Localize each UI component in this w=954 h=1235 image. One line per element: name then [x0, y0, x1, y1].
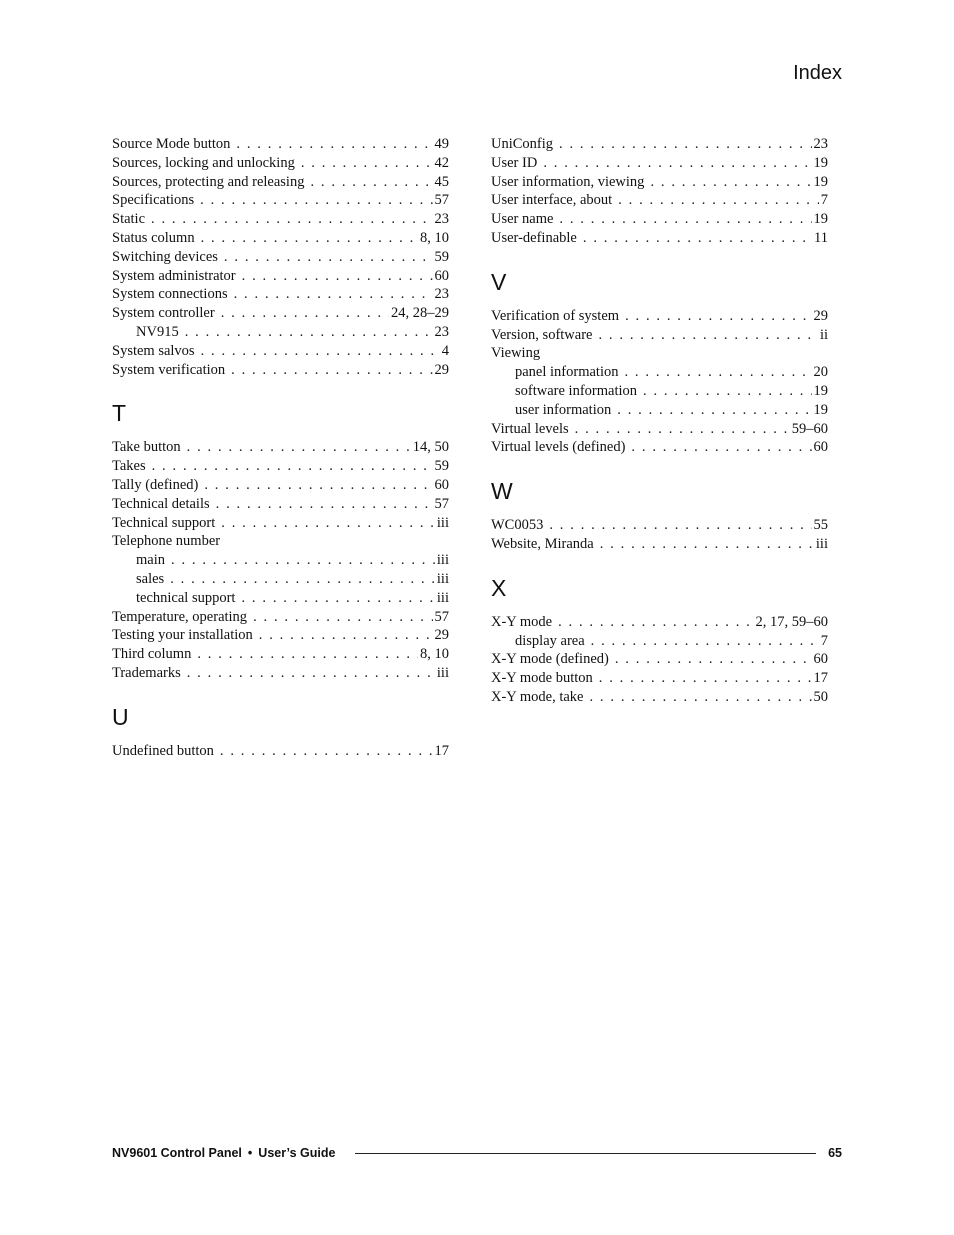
dot-leader	[600, 535, 814, 554]
index-page-ref: 59	[434, 248, 449, 265]
index-entry	[112, 285, 449, 304]
index-entry	[112, 626, 449, 645]
footer-separator: •	[247, 1146, 253, 1160]
index-term: Virtual levels (defined)	[491, 439, 626, 456]
index-term: Sources, locking and unlocking	[112, 154, 295, 171]
index-page-ref: 29	[434, 627, 449, 644]
index-entry	[112, 342, 449, 361]
index-term: System salvos	[112, 342, 195, 359]
index-subentry	[112, 589, 449, 608]
dot-leader	[549, 516, 811, 535]
index-entry	[491, 344, 828, 363]
footer-product: NV9601 Control Panel	[112, 1146, 242, 1160]
dot-leader	[204, 476, 432, 495]
index-entry	[491, 154, 828, 173]
footer-doc-title: User’s Guide	[258, 1146, 336, 1160]
index-entry	[112, 438, 449, 457]
index-subentry	[491, 363, 828, 382]
index-column-left	[112, 135, 449, 761]
index-term: Status column	[112, 229, 195, 246]
index-entry	[112, 495, 449, 514]
index-term: Virtual levels	[491, 420, 569, 437]
index-entry	[112, 267, 449, 286]
index-entry	[112, 608, 449, 627]
index-term: Static	[112, 211, 146, 228]
dot-leader	[201, 229, 418, 248]
dot-leader	[559, 210, 811, 229]
index-term: Technical support	[112, 514, 216, 531]
index-term: Third column	[112, 646, 192, 663]
dot-leader	[170, 570, 435, 589]
index-term: X-Y mode	[491, 613, 553, 630]
index-page-ref: 60	[434, 476, 449, 493]
index-page-ref: iii	[815, 535, 828, 552]
index-term: User-definable	[491, 229, 577, 246]
dot-leader	[543, 154, 811, 173]
dot-leader	[200, 191, 432, 210]
index-term: User name	[491, 211, 554, 228]
index-entry	[112, 457, 449, 476]
index-page-ref: 45	[434, 173, 449, 190]
index-term: System administrator	[112, 267, 236, 284]
index-entry	[112, 645, 449, 664]
index-page-ref: 60	[434, 267, 449, 284]
index-entry	[112, 135, 449, 154]
index-page-ref: iii	[436, 664, 449, 681]
index-term: User interface, about	[491, 192, 613, 209]
index-term: Take button	[112, 439, 181, 456]
index-term: Temperature, operating	[112, 608, 248, 625]
index-entry	[112, 476, 449, 495]
index-entry	[112, 210, 449, 229]
index-letter-heading: T	[112, 400, 127, 427]
index-term: software information	[515, 382, 638, 399]
dot-leader	[615, 650, 812, 669]
index-page-ref: 17	[434, 742, 449, 759]
index-page-ref: 19	[813, 382, 828, 399]
dot-leader	[650, 173, 811, 192]
index-page-ref: 23	[434, 323, 449, 340]
index-term: Specifications	[112, 192, 195, 209]
index-term: NV915	[136, 323, 179, 340]
index-page-ref: 19	[813, 401, 828, 418]
index-entry	[491, 420, 828, 439]
index-subentry	[112, 323, 449, 342]
dot-leader	[310, 173, 432, 192]
index-subentry	[112, 551, 449, 570]
index-entry	[491, 326, 828, 345]
dot-leader	[624, 363, 811, 382]
index-term: Takes	[112, 458, 146, 475]
index-page-ref: iii	[436, 570, 449, 587]
dot-leader	[643, 382, 811, 401]
index-entry	[491, 688, 828, 707]
dot-leader	[591, 632, 819, 651]
index-page-ref: 14, 50	[412, 439, 449, 456]
index-page-ref: 8, 10	[420, 229, 449, 246]
index-term: sales	[136, 570, 165, 587]
index-page-ref: 8, 10	[420, 646, 449, 663]
index-page-ref: 59	[434, 458, 449, 475]
dot-leader	[171, 551, 435, 570]
dot-leader	[583, 229, 812, 248]
index-entry	[491, 669, 828, 688]
index-entry	[491, 650, 828, 669]
index-page-ref: 23	[434, 211, 449, 228]
dot-leader	[216, 495, 433, 514]
index-term: Version, software	[491, 326, 593, 343]
index-page-ref: 29	[813, 307, 828, 324]
index-entry	[491, 535, 828, 554]
index-entry	[491, 613, 828, 632]
index-entry	[491, 210, 828, 229]
index-page-ref: 11	[814, 229, 828, 246]
index-letter-heading: X	[491, 574, 507, 601]
index-entry	[112, 742, 449, 761]
index-term: Switching devices	[112, 248, 218, 265]
dot-leader	[301, 154, 433, 173]
index-entry	[112, 154, 449, 173]
index-page-ref: 4	[441, 342, 449, 359]
dot-leader	[151, 210, 432, 229]
index-page-ref: 59–60	[791, 420, 828, 437]
index-term: User information, viewing	[491, 173, 645, 190]
index-page-ref: 50	[813, 688, 828, 705]
index-entry	[112, 361, 449, 380]
index-term: technical support	[136, 589, 236, 606]
index-entry	[112, 173, 449, 192]
dot-leader	[631, 438, 811, 457]
index-column-right	[491, 135, 828, 707]
index-entry	[491, 307, 828, 326]
footer-page-number: 65	[828, 1146, 842, 1160]
index-entry	[112, 664, 449, 683]
index-entry	[491, 135, 828, 154]
dot-leader	[242, 267, 433, 286]
index-letter-heading: V	[491, 268, 507, 295]
dot-leader	[559, 135, 811, 154]
dot-leader	[625, 307, 811, 326]
dot-leader	[197, 645, 418, 664]
index-term: System verification	[112, 361, 226, 378]
index-page-ref: 60	[813, 651, 828, 668]
index-term: Trademarks	[112, 664, 181, 681]
index-page-ref: 23	[434, 286, 449, 303]
index-entry	[112, 514, 449, 533]
index-entry	[112, 191, 449, 210]
index-page-ref: 42	[434, 154, 449, 171]
index-page-ref: 17	[813, 670, 828, 687]
dot-leader	[618, 191, 819, 210]
index-term: X-Y mode, take	[491, 688, 584, 705]
index-page-ref: 55	[813, 517, 828, 534]
index-page-ref: 23	[813, 136, 828, 152]
dot-leader	[220, 742, 433, 761]
dot-leader	[599, 669, 812, 688]
index-term: System connections	[112, 286, 228, 303]
index-entry	[491, 173, 828, 192]
index-page-ref: 24, 28–29	[391, 305, 449, 322]
index-entry	[491, 191, 828, 210]
dot-leader	[575, 420, 790, 439]
index-subentry	[491, 382, 828, 401]
index-term: UniConfig	[491, 136, 554, 152]
index-term: WC0053	[491, 517, 544, 534]
dot-leader	[224, 248, 433, 267]
index-page-ref: 19	[813, 173, 828, 190]
index-term: Testing your installation	[112, 627, 253, 644]
index-entry	[112, 229, 449, 248]
index-term: User ID	[491, 154, 538, 171]
index-entry	[491, 438, 828, 457]
index-subentry	[112, 570, 449, 589]
index-page-ref: 57	[434, 192, 449, 209]
index-term: X-Y mode (defined)	[491, 651, 609, 668]
index-page-ref: 57	[434, 608, 449, 625]
page-footer	[112, 1146, 842, 1160]
index-entry	[112, 248, 449, 267]
dot-leader	[234, 285, 433, 304]
index-letter-heading: W	[491, 478, 513, 505]
index-term: Undefined button	[112, 742, 214, 759]
index-term: System controller	[112, 305, 215, 322]
index-page-ref: ii	[819, 326, 828, 343]
index-page-ref: 19	[813, 211, 828, 228]
index-term: Telephone number	[112, 533, 221, 550]
dot-leader	[152, 457, 433, 476]
dot-leader	[589, 688, 811, 707]
index-page-ref: iii	[436, 514, 449, 531]
index-page-ref: 7	[820, 632, 828, 649]
dot-leader	[231, 361, 432, 380]
dot-leader	[598, 326, 817, 345]
index-page-ref: 20	[813, 364, 828, 381]
index-letter-heading: U	[112, 703, 129, 730]
index-entry	[112, 532, 449, 551]
dot-leader	[221, 514, 435, 533]
dot-leader	[558, 613, 753, 632]
dot-leader	[185, 323, 433, 342]
index-subentry	[491, 401, 828, 420]
dot-leader	[259, 626, 433, 645]
index-term: user information	[515, 401, 612, 418]
index-page-ref: 57	[434, 495, 449, 512]
index-page-ref: 60	[813, 439, 828, 456]
index-term: panel information	[515, 364, 619, 381]
index-term: Viewing	[491, 345, 541, 362]
index-subentry	[491, 632, 828, 651]
dot-leader	[253, 608, 432, 627]
index-term: Technical details	[112, 495, 210, 512]
dot-leader	[187, 664, 435, 683]
dot-leader	[617, 401, 811, 420]
dot-leader	[201, 342, 440, 361]
index-page-ref: 19	[813, 154, 828, 171]
index-entry	[112, 304, 449, 323]
index-term: Source Mode button	[112, 136, 231, 152]
index-term: main	[136, 552, 165, 569]
index-entry	[491, 229, 828, 248]
page-title: Index	[793, 62, 842, 84]
index-term: Verification of system	[491, 307, 620, 324]
index-term: Tally (defined)	[112, 476, 199, 493]
index-page-ref: iii	[436, 589, 449, 606]
index-term: Sources, protecting and releasing	[112, 173, 305, 190]
footer-rule	[355, 1153, 816, 1154]
index-page-ref: 49	[434, 136, 449, 152]
index-page-ref: 2, 17, 59–60	[755, 613, 828, 630]
index-page-ref: iii	[436, 552, 449, 569]
dot-leader	[187, 438, 411, 457]
index-term: display area	[515, 632, 585, 649]
dot-leader	[236, 135, 432, 154]
index-page-ref: 29	[434, 361, 449, 378]
dot-leader	[241, 589, 434, 608]
index-term: X-Y mode button	[491, 670, 593, 687]
dot-leader	[221, 304, 389, 323]
index-term: Website, Miranda	[491, 535, 594, 552]
index-page-ref: 7	[820, 192, 828, 209]
index-entry	[491, 516, 828, 535]
